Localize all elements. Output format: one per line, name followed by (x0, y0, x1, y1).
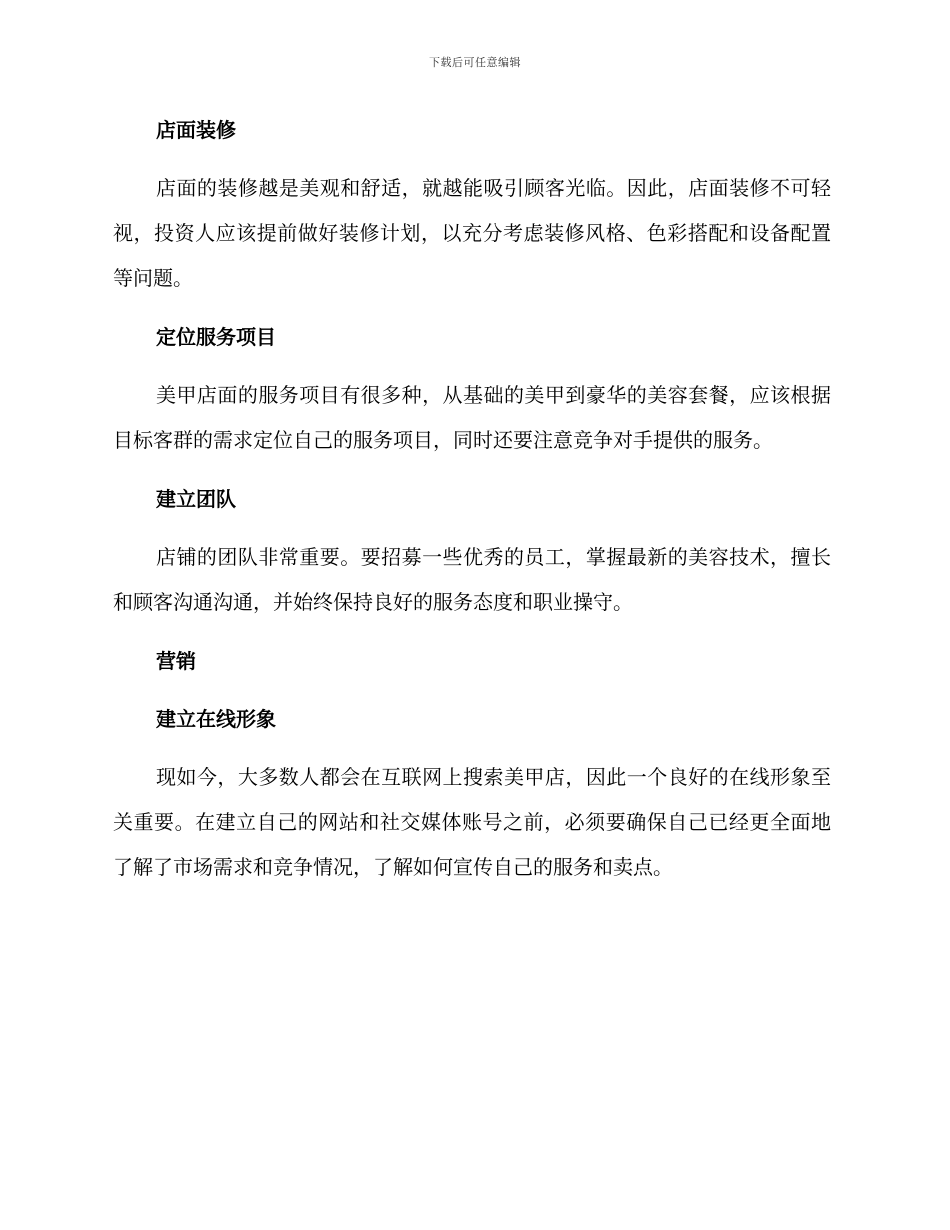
section-paragraph-service-positioning: 美甲店面的服务项目有很多种，从基础的美甲到豪华的美容套餐，应该根据目标客群的需求定位自己的服务项目，同时还要注意竞争对手提供的服务。 (113, 383, 831, 452)
section-paragraph-storefront-decoration: 店面的装修越是美观和舒适，就越能吸引顾客光临。因此，店面装修不可轻视，投资人应该提前做好装修计划，以充分考虑装修风格、色彩搭配和设备配置等问题。 (113, 176, 831, 290)
section-heading-team-building: 建立团队 (156, 487, 236, 511)
section-heading-marketing: 营销 (156, 649, 196, 673)
section-paragraph-team-building: 店铺的团队非常重要。要招募一些优秀的员工，掌握最新的美容技术，擅长和顾客沟通沟通，并始终保持良好的服务态度和职业操守。 (113, 545, 831, 614)
section-heading-online-presence: 建立在线形象 (156, 707, 276, 731)
section-heading-storefront-decoration: 店面装修 (156, 118, 236, 142)
document-body (113, 108, 831, 904)
section-heading-service-positioning: 定位服务项目 (156, 325, 276, 349)
page-header: 下载后可任意编辑 (429, 56, 521, 69)
section-paragraph-online-presence: 现如今，大多数人都会在互联网上搜索美甲店，因此一个良好的在线形象至关重要。在建立自己的网站和社交媒体账号之前，必须要确保自己已经更全面地了解了市场需求和竞争情况，了解如何宣传自己的服务和卖点。 (113, 765, 831, 879)
